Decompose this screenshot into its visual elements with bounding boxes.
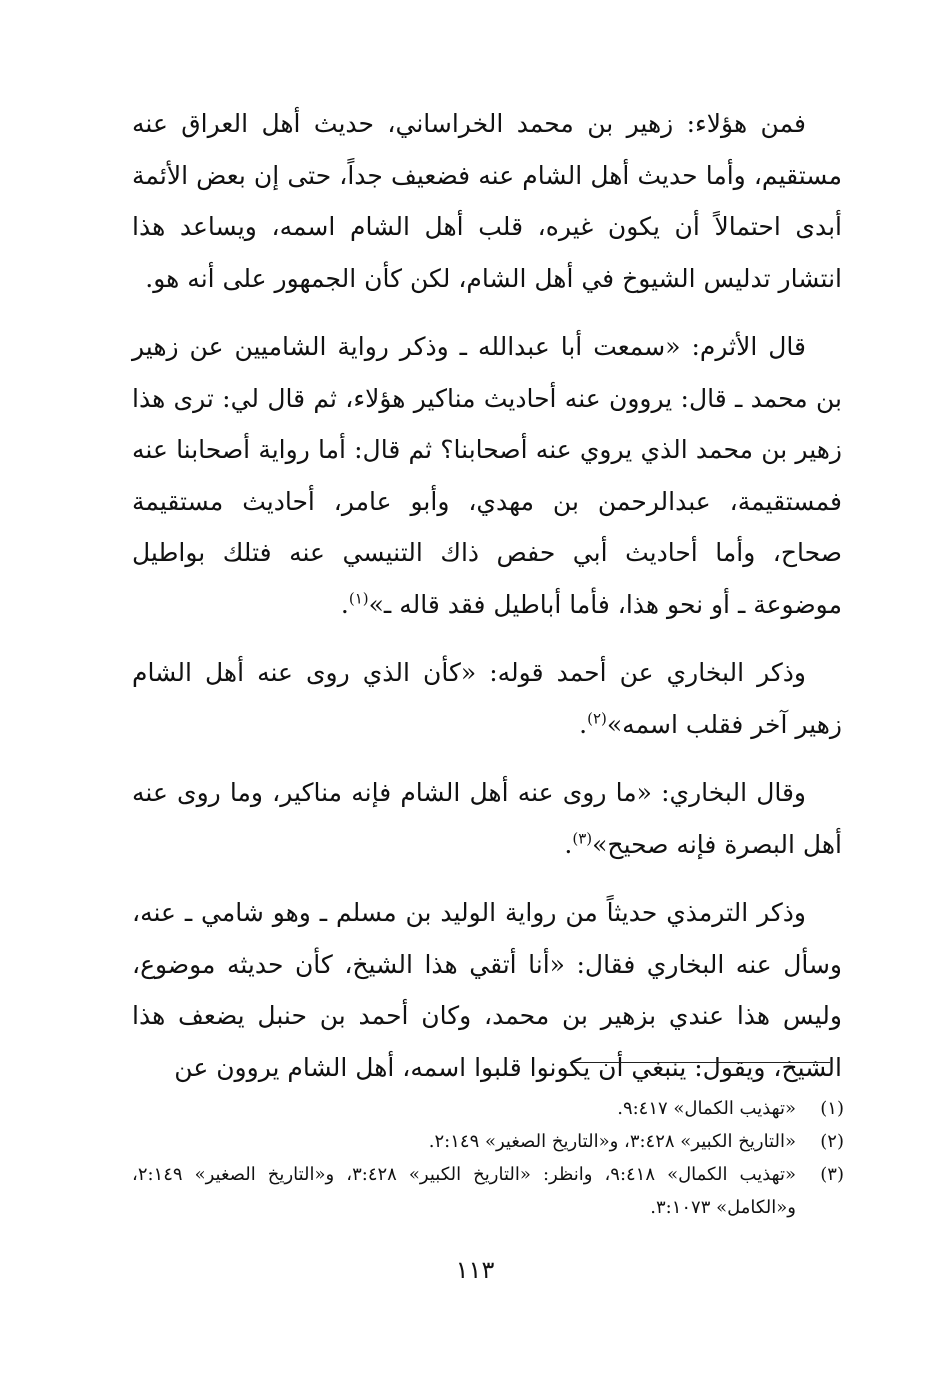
footnote-number: (٣) — [820, 1164, 844, 1185]
paragraph: وقال البخاري: «ما روى عنه أهل الشام فإنه مناكير، وما روى عنه أهل البصرة فإنه صحيح»$^{(٣)}$. — [132, 778, 842, 859]
page-number: ١١٣ — [455, 1256, 495, 1284]
paragraph-text: وذكر البخاري عن أحمد قوله: «كأن الذي روى عنه أهل الشام زهير آخر فقلب اسمه» — [132, 658, 842, 739]
footnotes — [132, 1092, 844, 1224]
paragraph-text: فمن هؤلاء: زهير بن محمد الخراساني، حديث أهل العراق عنه مستقيم، وأما حديث أهل الشام عنه فضعيف جداً، حتى إن بعض الأئمة أبدى احتمالاً أن يكون غيره، قلب أهل الشام اسمه، ويساعد هذا انتشار تدليس الشيوخ في أهل الشام، لكن كأن الجمهور على أنه هو. — [132, 109, 842, 293]
paragraph-text: وذكر الترمذي حديثاً من رواية الوليد بن مسلم ـ وهو شامي ـ عنه، وسأل عنه البخاري فقال: «أنا أتقي هذا الشيخ، كأن حديثه موضوع، وليس هذا عندي بزهير بن محمد، وكان أحمد بن حنبل يضعف هذا الشيخ، ويقول: ينبغي أن يكونوا قلبوا اسمه، أهل الشام يروون عن — [132, 898, 842, 1082]
footnote-text: «تهذيب الكمال» ٩:٤١٧. — [617, 1098, 796, 1119]
paragraph-text: وقال البخاري: «ما روى عنه أهل الشام فإنه مناكير، وما روى عنه أهل البصرة فإنه صحيح» — [132, 778, 842, 859]
footnote — [132, 1092, 844, 1125]
footnote-number: (١) — [820, 1098, 844, 1119]
footnote-separator — [570, 1062, 830, 1063]
footnote-text: «التاريخ الكبير» ٣:٤٢٨، و«التاريخ الصغير» ٢:١٤٩. — [428, 1131, 796, 1152]
footnote-text: «تهذيب الكمال» ٩:٤١٨، وانظر: «التاريخ الكبير» ٣:٤٢٨، و«التاريخ الصغير» ٢:١٤٩، و«الكامل» ٣:١٠٧٣. — [132, 1164, 796, 1218]
footnote-marker: (٢) — [587, 709, 607, 728]
footnote — [132, 1158, 844, 1224]
paragraph: قال الأثرم: «سمعت أبا عبدالله ـ وذكر رواية الشاميين عن زهير بن محمد ـ قال: يروون عنه أحاديث مناكير هؤلاء، ثم قال لي: ترى هذا زهير بن محمد الذي يروي عنه أصحابنا؟ ثم قال: أما رواية أصحابنا عنه فمستقيمة، عبدالرحمن بن مهدي، وأبو عامر، أحاديث مستقيمة صحاح، وأما أحاديث أبي حفص ذاك التنيسي عنه فتلك بواطيل موضوعة ـ أو نحو هذا، فأما أباطيل فقد قاله ـ»$^{(١)}$. — [132, 332, 842, 619]
main-text — [132, 98, 842, 1110]
footnote — [132, 1125, 844, 1158]
paragraph: وذكر البخاري عن أحمد قوله: «كأن الذي روى عنه أهل الشام زهير آخر فقلب اسمه»$^{(٢)}$. — [132, 658, 842, 739]
paragraph-text: قال الأثرم: «سمعت أبا عبدالله ـ وذكر رواية الشاميين عن زهير بن محمد ـ قال: يروون عنه أحاديث مناكير هؤلاء، ثم قال لي: ترى هذا زهير بن محمد الذي يروي عنه أصحابنا؟ ثم قال: أما رواية أصحابنا عنه فمستقيمة، عبدالرحمن بن مهدي، وأبو عامر، أحاديث مستقيمة صحاح، وأما أحاديث أبي حفص ذاك التنيسي عنه فتلك بواطيل موضوعة ـ أو نحو هذا، فأما أباطيل فقد قاله ـ» — [132, 332, 842, 619]
footnote-marker: (١) — [348, 589, 369, 608]
footnote-number: (٢) — [820, 1131, 844, 1152]
footnote-marker: (٣) — [572, 829, 593, 848]
paragraph — [132, 98, 842, 304]
